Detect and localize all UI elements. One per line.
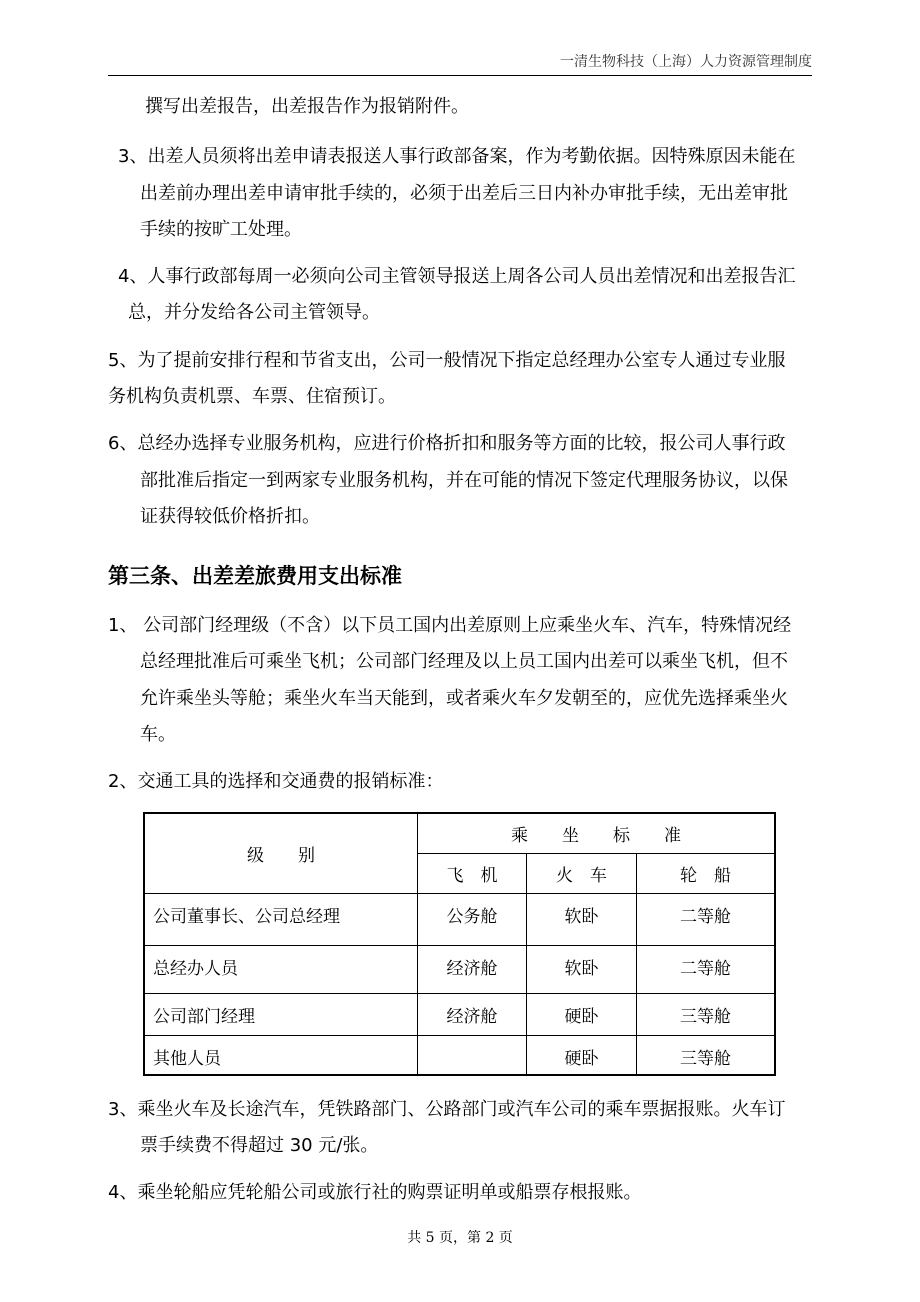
header-title: 一清生物科技（上海）人力资源管理制度 — [560, 54, 812, 70]
plane-cell: 公务舱 — [418, 893, 527, 945]
item-4-line-1: 4、人事行政部每周一必须向公司主管领导报送上周各公司人员出差情况和出差报告汇 — [118, 266, 796, 287]
item-3-line-3: 手续的按旷工处理。 — [140, 219, 302, 240]
page-number: 共 5 页，第 2 页 — [407, 1230, 513, 1246]
sec3-item-2: 2、交通工具的选择和交通费的报销标准： — [108, 771, 444, 792]
train-cell: 硬卧 — [527, 1035, 637, 1075]
item-5-line-1: 5、为了提前安排行程和节省支出，公司一般情况下指定总经理办公室专人通过专业服 — [108, 350, 786, 371]
plane-cell: 经济舱 — [418, 945, 527, 993]
level-header: 级 别 — [144, 813, 418, 893]
sec3-item-1-line-2: 总经理批准后可乘坐飞机；公司部门经理及以上员工国内出差可以乘坐飞机，但不 — [140, 651, 788, 672]
plane-cell — [418, 1035, 527, 1075]
item-4-line-2: 总，并分发给各公司主管领导。 — [128, 302, 380, 323]
plane-header: 飞 机 — [418, 853, 527, 893]
sec3-item-1-line-1: 1、 公司部门经理级（不含）以下员工国内出差原则上应乘坐火车、汽车，特殊情况经 — [108, 615, 792, 636]
page-header — [108, 49, 812, 76]
ship-cell: 二等舱 — [637, 945, 776, 993]
train-cell: 软卧 — [527, 893, 637, 945]
level-cell: 总经办人员 — [144, 945, 418, 993]
item-3-line-2: 出差前办理出差申请审批手续的，必须于出差后三日内补办审批手续，无出差审批 — [140, 183, 788, 204]
paragraph-line: 撰写出差报告，出差报告作为报销附件。 — [145, 96, 469, 117]
sec3-item-1-line-4: 车。 — [140, 724, 176, 745]
sec3-item-3-line-1: 3、乘坐火车及长途汽车，凭铁路部门、公路部门或汽车公司的乘车票据报账。火车订 — [108, 1099, 786, 1120]
item-6-line-1: 6、总经办选择专业服务机构，应进行价格折扣和服务等方面的比较，报公司人事行政 — [108, 433, 786, 454]
ship-cell: 三等舱 — [637, 1035, 776, 1075]
sec3-item-4: 4、乘坐轮船应凭轮船公司或旅行社的购票证明单或船票存根报账。 — [108, 1182, 642, 1203]
ship-cell: 三等舱 — [637, 993, 776, 1035]
ship-cell: 二等舱 — [637, 893, 776, 945]
item-5-line-2: 务机构负责机票、车票、住宿预订。 — [108, 386, 396, 407]
table-row — [144, 893, 775, 945]
table-row — [144, 1035, 775, 1075]
item-3-line-1: 3、出差人员须将出差申请表报送人事行政部备案，作为考勤依据。因特殊原因未能在 — [118, 146, 796, 167]
section-heading: 第三条、出差差旅费用支出标准 — [108, 564, 402, 588]
table-row — [144, 993, 775, 1035]
table-row — [144, 945, 775, 993]
train-header: 火 车 — [527, 853, 637, 893]
train-cell: 软卧 — [527, 945, 637, 993]
transport-standard-table — [143, 812, 776, 1076]
page-footer — [0, 1227, 920, 1247]
item-6-line-3: 证获得较低价格折扣。 — [140, 506, 320, 527]
sec3-item-1-line-3: 允许乘坐头等舱；乘坐火车当天能到，或者乘火车夕发朝至的，应优先选择乘坐火 — [140, 688, 788, 709]
level-cell: 公司部门经理 — [144, 993, 418, 1035]
sec3-item-3-line-2: 票手续费不得超过 30 元/张。 — [140, 1135, 379, 1156]
plane-cell: 经济舱 — [418, 993, 527, 1035]
train-cell: 硬卧 — [527, 993, 637, 1035]
level-cell: 其他人员 — [144, 1035, 418, 1075]
item-6-line-2: 部批准后指定一到两家专业服务机构，并在可能的情况下签定代理服务协议，以保 — [140, 470, 788, 491]
level-cell: 公司董事长、公司总经理 — [144, 893, 418, 945]
ship-header: 轮 船 — [637, 853, 776, 893]
standard-header: 乘 坐 标 准 — [418, 813, 776, 853]
